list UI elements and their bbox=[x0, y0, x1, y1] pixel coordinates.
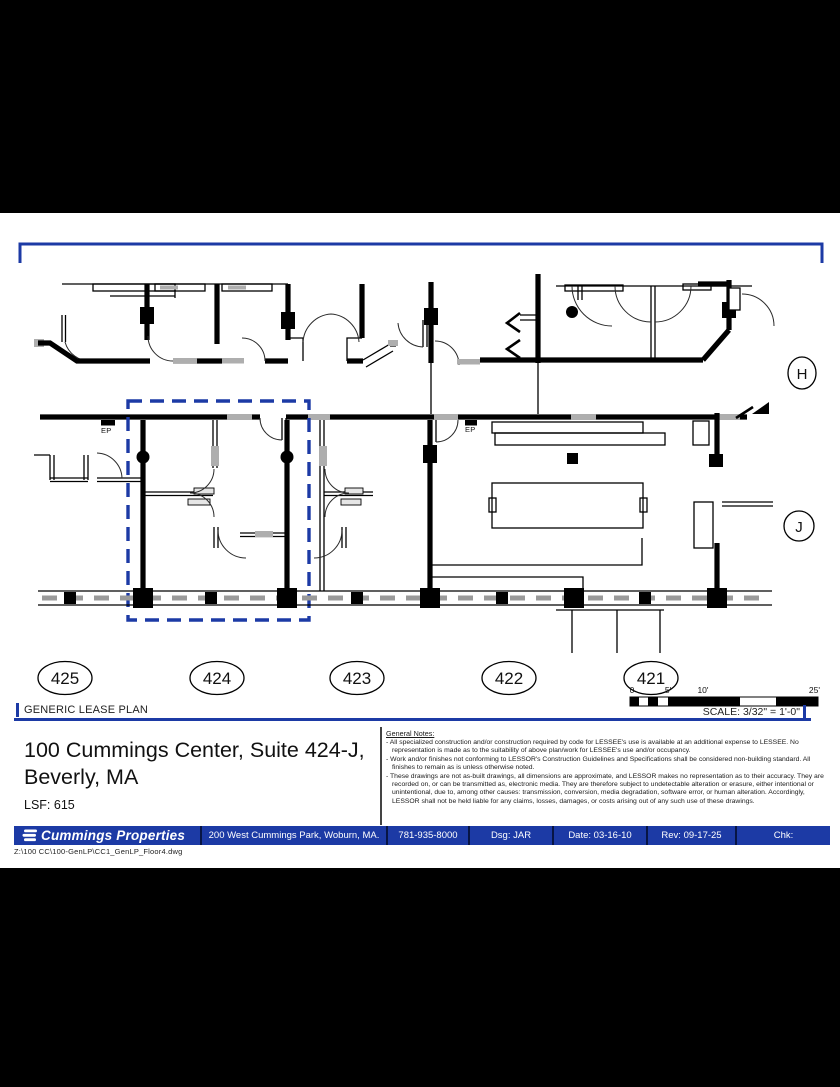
middle-suites-row bbox=[34, 363, 773, 591]
sheet-title-line1: 100 Cummings Center, Suite 424-J, bbox=[24, 738, 365, 762]
suite-bubbles bbox=[38, 662, 678, 695]
revision-field: Rev: 09-17-25 bbox=[648, 826, 735, 845]
titleblock-divider bbox=[380, 727, 382, 825]
scale-tick-5: 5' bbox=[664, 685, 672, 695]
scale-caption bbox=[560, 705, 806, 718]
scale-accent-tick bbox=[803, 705, 806, 718]
company-name: Cummings Properties bbox=[41, 828, 186, 843]
grid-letter-j: J bbox=[795, 519, 803, 536]
scale-text: SCALE: 3/32" = 1'-0" bbox=[702, 705, 800, 718]
suite-bubble-421: 421 bbox=[636, 669, 666, 688]
upper-suites-row bbox=[34, 274, 774, 367]
designer-field: Dsg: JAR bbox=[470, 826, 552, 845]
lsf-value: LSF: 615 bbox=[24, 798, 75, 812]
checked-field: Chk: bbox=[737, 826, 830, 845]
floor-plan-drawing bbox=[0, 240, 840, 720]
company-address: 200 West Cummings Park, Woburn, MA. bbox=[202, 826, 386, 845]
scale-tick-10: 10' bbox=[697, 685, 709, 695]
column-grid-labels bbox=[784, 357, 816, 541]
general-note-1: - All specialized construction and/or construction required by code for LESSEE's use is available at an additional expense to LESSEE. No representation is made as to the suitability of above plan/work for LESSEE's use and/or occupancy. bbox=[386, 739, 799, 755]
lease-plan-caption bbox=[16, 703, 148, 717]
sheet-title bbox=[24, 737, 365, 790]
ep-label-1: EP bbox=[101, 426, 112, 435]
general-note-2: - Work and/or finishes not conforming to LESSOR's Construction Guidelines and Specifications shall be considered non-building standard. All finishes to remain as is unless otherwise noted. bbox=[386, 755, 811, 772]
scale-tick-0: 0 bbox=[629, 685, 635, 695]
cummings-logo-icon bbox=[21, 829, 39, 842]
date-field: Date: 03-16-10 bbox=[554, 826, 646, 845]
suite-bubble-422: 422 bbox=[494, 669, 524, 688]
company-logo bbox=[14, 826, 200, 845]
grid-letter-h: H bbox=[796, 366, 808, 383]
company-phone: 781-935-8000 bbox=[388, 826, 468, 845]
caption-divider-rule bbox=[14, 718, 811, 721]
scale-tick-25: 25' bbox=[808, 685, 820, 695]
ep-label-2: EP bbox=[465, 425, 476, 434]
title-bar bbox=[14, 826, 830, 845]
caption-accent-tick bbox=[16, 703, 19, 717]
suite-bubble-425: 425 bbox=[50, 669, 80, 688]
graphic-scale-bar bbox=[630, 685, 821, 706]
lease-plan-title: GENERIC LEASE PLAN bbox=[24, 704, 149, 716]
sheet-title-line2: Beverly, MA bbox=[24, 764, 139, 789]
suite-bubble-424: 424 bbox=[202, 669, 232, 688]
general-note-3: - These drawings are not as-built drawings, all dimensions are approximate, and LESSOR makes no representation as to their accuracy. They are recorded on, or can be transmitted as, electronic media. They are therefore subject to undetectable alteration or erasure, either intentional or unintentional, due to, among other causes: transmission, conversion, media degradation, software error, or human alteration. Accordingly, LESSOR shall not be held liable for any claims, losses, damages, or costs arising out of any such use of these drawings. bbox=[386, 772, 824, 805]
drawing-file-path: Z:\100 CC\100-GenLP\CC1_GenLP_Floor4.dwg bbox=[14, 847, 183, 856]
suite-bubble-423: 423 bbox=[342, 669, 372, 688]
sheet-top-border bbox=[20, 244, 822, 263]
general-notes-heading: General Notes: bbox=[386, 729, 435, 738]
drawing-sheet bbox=[0, 213, 840, 868]
general-notes bbox=[386, 729, 826, 806]
